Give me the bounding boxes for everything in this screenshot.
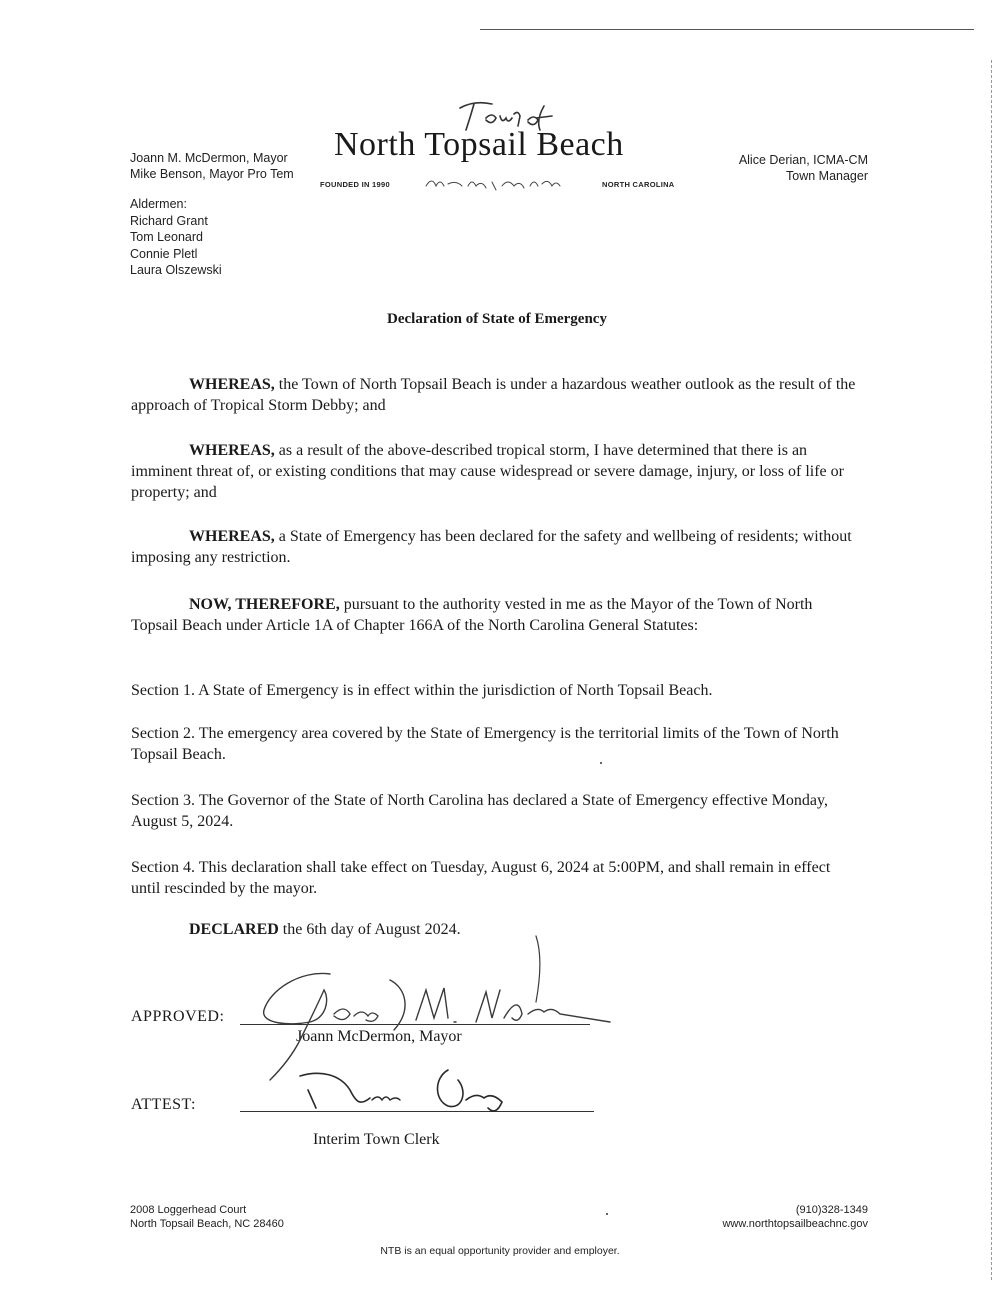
website: www.northtopsailbeachnc.gov xyxy=(722,1218,868,1230)
logo-handwritten-scribble xyxy=(422,174,582,192)
handwritten-signatures xyxy=(230,930,630,1130)
aldermen-block xyxy=(130,196,222,279)
document-title: Declaration of State of Emergency xyxy=(387,311,607,327)
attest-label: ATTEST: xyxy=(131,1096,196,1113)
scan-speck xyxy=(606,1213,608,1215)
approved-name: Joann McDermon, Mayor xyxy=(296,1028,462,1045)
declared-lead: DECLARED xyxy=(189,921,279,938)
paragraph-text: pursuant to the authority vested in me as the Mayor of the Town of North Topsail Beach under Article 1A of Chapter 166A of the North Carolina General Statutes: xyxy=(131,596,813,634)
officials-block xyxy=(130,150,294,182)
paragraph-text: a State of Emergency has been declared for the safety and wellbeing of residents; without imposing any restriction. xyxy=(131,528,852,566)
paragraph-lead: WHEREAS, xyxy=(189,528,275,545)
manager-block xyxy=(739,152,868,184)
manager-title: Town Manager xyxy=(786,169,868,183)
whereas-paragraph xyxy=(131,440,861,503)
alderman-name: Richard Grant xyxy=(130,213,208,228)
phone-number: (910)328-1349 xyxy=(795,1204,868,1216)
mayor-line: Joann M. McDermon, Mayor xyxy=(130,151,288,165)
scan-speck xyxy=(600,762,602,764)
town-logo xyxy=(320,96,675,196)
section-1: Section 1. A State of Emergency is in effect within the jurisdiction of North Topsail Beach. xyxy=(131,682,713,699)
approved-label: APPROVED: xyxy=(131,1008,225,1025)
scan-artifact-line xyxy=(480,29,974,30)
manager-name: Alice Derian, ICMA-CM xyxy=(738,153,868,167)
mayor-pro-tem-line: Mike Benson, Mayor Pro Tem xyxy=(130,167,294,181)
section-2: Section 2. The emergency area covered by the State of Emergency is the territorial limits of the Town of North Topsail Beach. xyxy=(131,725,839,763)
footer-contact xyxy=(722,1203,868,1231)
alderman-name: Connie Pletl xyxy=(130,246,198,261)
whereas-paragraph xyxy=(131,526,861,568)
logo-founded: FOUNDED IN 1990 xyxy=(320,180,390,189)
address-line: 2008 Loggerhead Court xyxy=(130,1204,247,1216)
section-4: Section 4. This declaration shall take effect on Tuesday, August 6, 2024 at 5:00PM, and shall remain in effect until rescinded by the mayor. xyxy=(131,859,831,897)
scan-artifact-edge xyxy=(991,60,992,1280)
now-therefore-paragraph xyxy=(131,594,861,636)
paragraph-lead: WHEREAS, xyxy=(189,442,275,459)
logo-town-name: North Topsail Beach xyxy=(334,126,624,163)
attest-title: Interim Town Clerk xyxy=(313,1131,440,1148)
footer-address xyxy=(130,1203,284,1231)
whereas-paragraph xyxy=(131,374,861,416)
paragraph-text: as a result of the above-described tropical storm, I have determined that there is an imminent threat of, or existing conditions that may cause widespread or severe damage, injury, or loss of life or property; and xyxy=(131,442,844,501)
eeo-statement: NTB is an equal opportunity provider and employer. xyxy=(380,1245,620,1257)
section-3: Section 3. The Governor of the State of North Carolina has declared a State of Emergency effective Monday, August 5, 2024. xyxy=(131,792,828,830)
paragraph-lead: NOW, THEREFORE, xyxy=(189,596,340,613)
paragraph-lead: WHEREAS, xyxy=(189,376,275,393)
address-line: North Topsail Beach, NC 28460 xyxy=(130,1218,284,1230)
paragraph-text: the Town of North Topsail Beach is under a hazardous weather outlook as the result of the approach of Tropical Storm Debby; and xyxy=(131,376,856,414)
logo-state: NORTH CAROLINA xyxy=(602,180,675,189)
alderman-name: Tom Leonard xyxy=(130,230,203,244)
aldermen-label: Aldermen: xyxy=(130,197,187,211)
declared-text: the 6th day of August 2024. xyxy=(278,921,461,938)
alderman-name: Laura Olszewski xyxy=(130,263,222,277)
